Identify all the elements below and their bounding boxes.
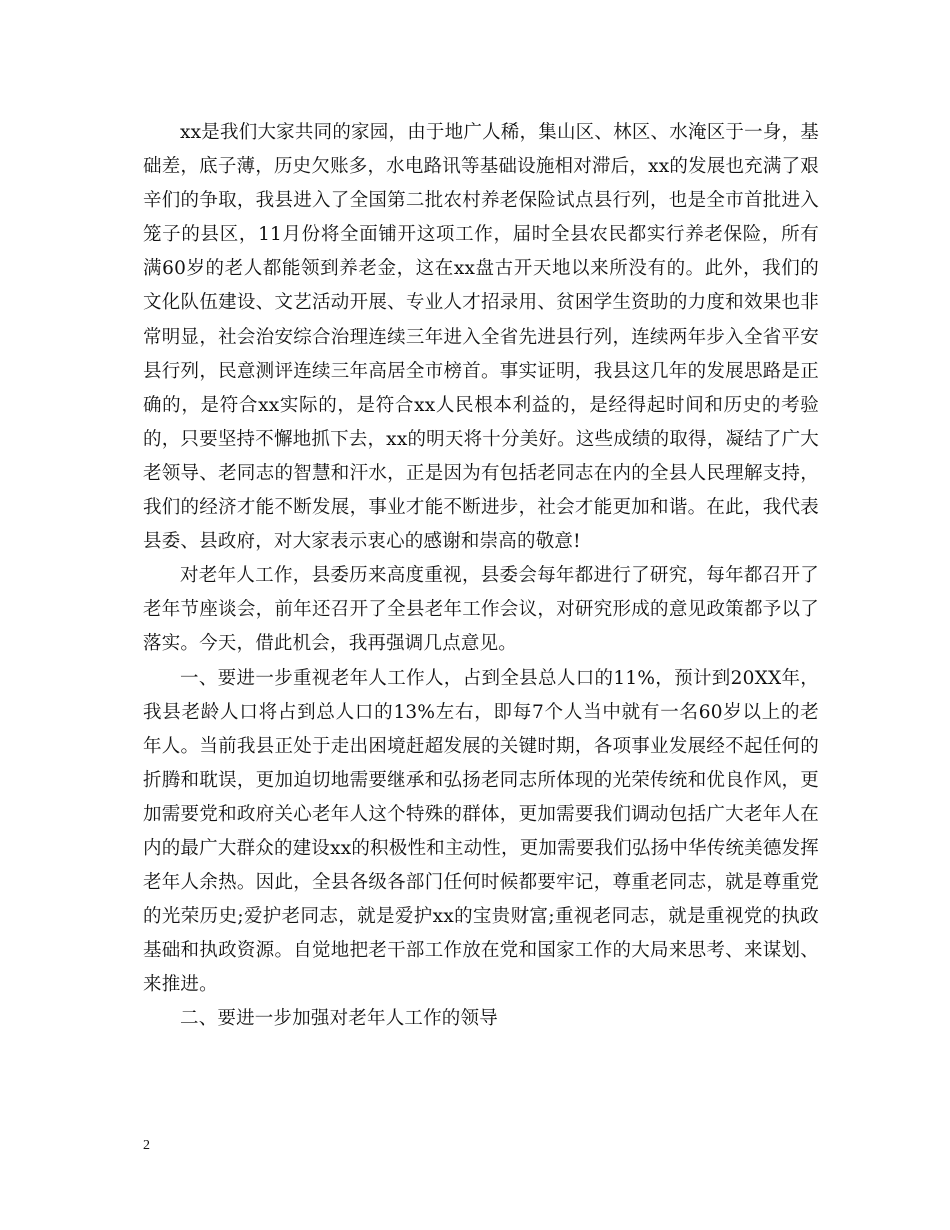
paragraph-committee-attention: 对老年人工作，县委历来高度重视，县委会每年都进行了研究，每年都召开了老年节座谈会，前年还召开了全县老年工作会议，对研究形成的意见政策都予以了落实。今天，借此机会，我再强调几点意见。 xyxy=(143,565,819,655)
document-body xyxy=(143,116,819,1037)
page-number: 2 xyxy=(143,1138,150,1153)
paragraph-achievements: xx是我们大家共同的家园，由于地广人稀，集山区、林区、水淹区于一身，基础差，底子薄，历史欠账多，水电路讯等基础设施相对滞后，xx的发展也充满了艰辛们的争取，我县进入了全国第二批农村养老保险试点县行列，也是全市首批进入笼子的县区，11月份将全面铺开这项工作，届时全县农民都实行养老保险，所有满60岁的老人都能领到养老金，这在xx盘古开天地以来所没有的。此外，我们的文化队伍建设、文艺活动开展、专业人才招录用、贫困学生资助的力度和效果也非常明显，社会治安综合治理连续三年进入全省先进县行列，连续两年步入全省平安县行列，民意测评连续三年高居全市榜首。事实证明，我县这几年的发展思路是正确的，是符合xx实际的，是符合xx人民根本利益的，是经得起时间和历史的考验的，只要坚持不懈地抓下去，xx的明天将十分美好。这些成绩的取得，凝结了广大老领导、老同志的智慧和汗水，正是因为有包括老同志在内的全县人民理解支持，我们的经济才能不断发展，事业才能不断进步，社会才能更加和谐。在此，我代表县委、县政府，对大家表示衷心的感谢和崇高的敬意! xyxy=(143,122,819,553)
paragraph-point-one: 一、要进一步重视老年人工作人，占到全县总人口的11%，预计到20XX年，我县老龄人口将占到总人口的13%左右，即每7个人当中就有一名60岁以上的老年人。当前我县正处于走出困境赶超发展的关键时期，各项事业发展经不起任何的折腾和耽误，更加迫切地需要继承和弘扬老同志所体现的光荣传统和优良作风，更加需要党和政府关心老年人这个特殊的群体，更加需要我们调动包括广大老年人在内的最广大群众的建设xx的积极性和主动性，更加需要我们弘扬中华传统美德发挥老年人余热。因此，全县各级各部门任何时候都要牢记，尊重老同志，就是尊重党的光荣历史;爱护老同志，就是爱护xx的宝贵财富;重视老同志，就是重视党的执政基础和执政资源。自觉地把老干部工作放在党和国家工作的大局来思考、来谋划、来推进。 xyxy=(143,667,819,996)
paragraph-point-two-heading: 二、要进一步加强对老年人工作的领导 xyxy=(180,1008,498,1030)
